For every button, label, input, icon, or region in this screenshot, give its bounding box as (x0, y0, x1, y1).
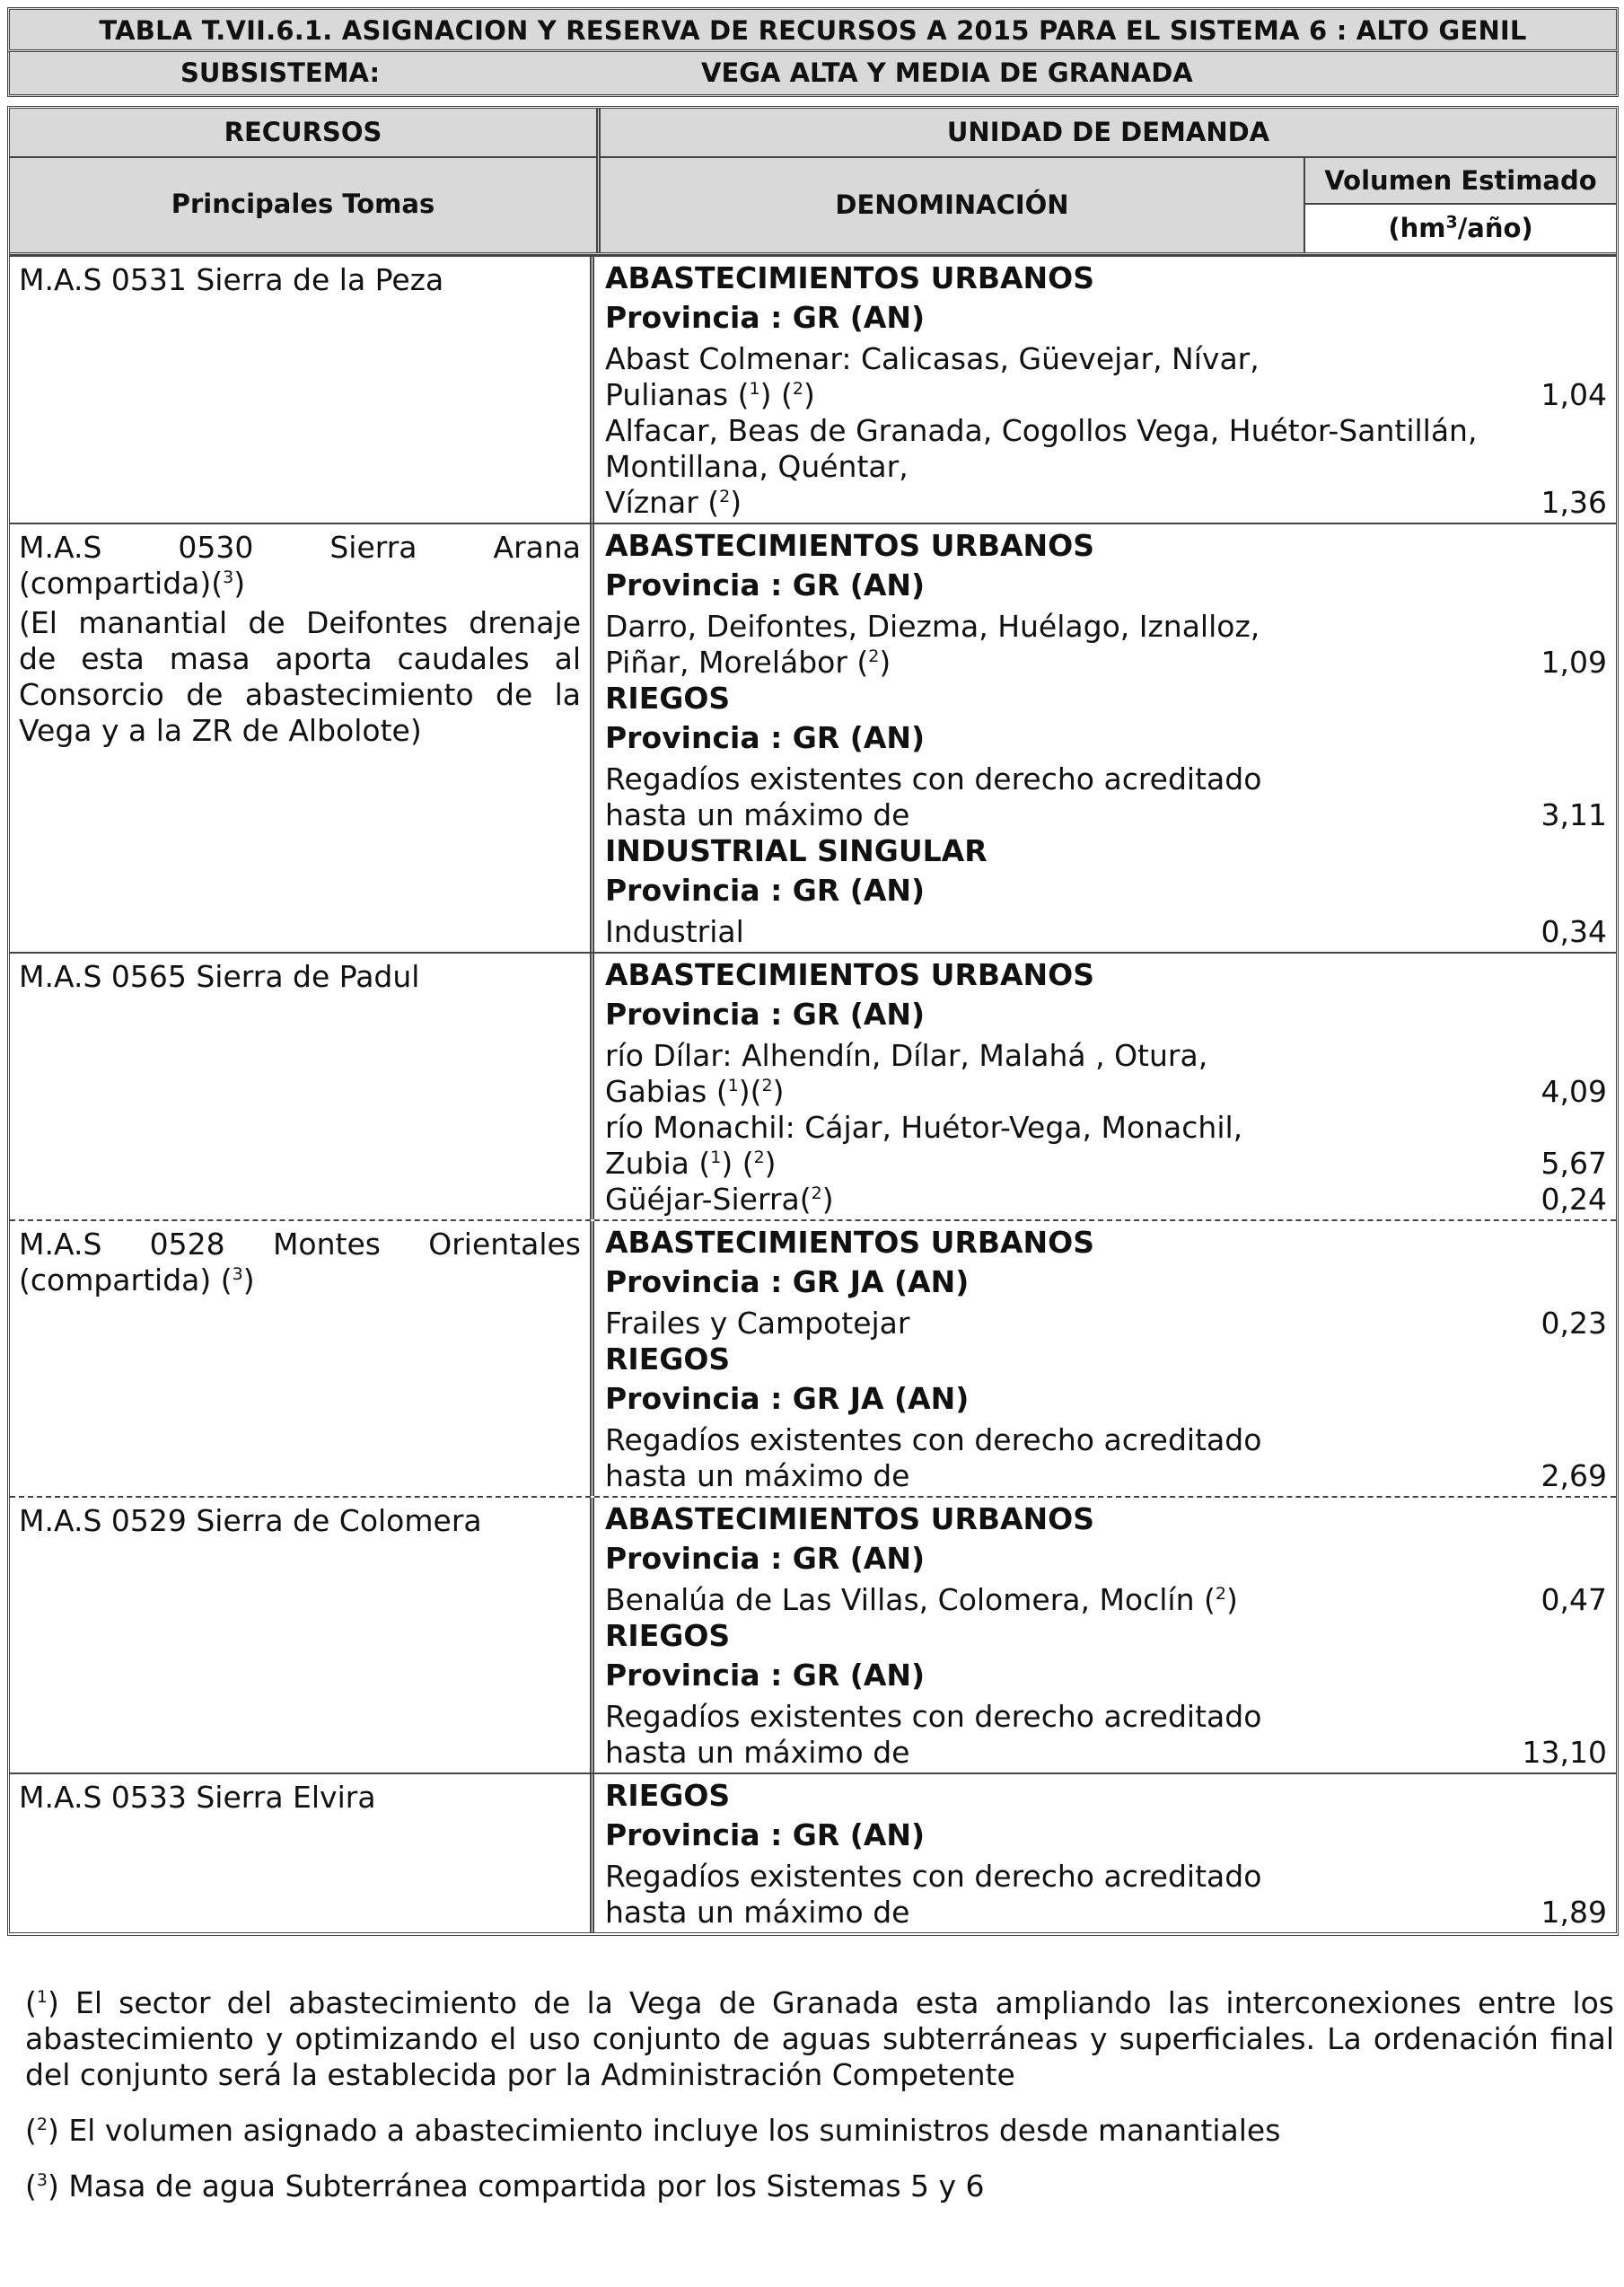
resource-text: M.A.S 0533 Sierra Elvira (19, 1780, 376, 1815)
volume-value: 0,47 (1541, 1582, 1607, 1617)
table-body (10, 255, 1616, 1932)
demand-cell (594, 1774, 1616, 1932)
demand-item-label: hasta un máximo de (605, 1735, 910, 1770)
resource-text: (El manantial de Deifontes drenaje de esta masa aporta caudales al Consorcio de abastecimiento de la Vega y a la ZR de Albolote) (19, 605, 581, 748)
resource-text: M.A.S 0529 Sierra de Colomera (19, 1503, 482, 1538)
subsystem-value: VEGA ALTA Y MEDIA DE GRANADA (701, 57, 1193, 88)
demand-item (605, 797, 1607, 833)
demand-item-label: hasta un máximo de (605, 797, 910, 832)
demand-item (605, 485, 1607, 521)
demand-item-label: Güéjar-Sierra($^2$) (605, 1182, 834, 1217)
province-label: Provincia : GR (AN) (605, 300, 926, 335)
denominacion-header: DENOMINACIÓN (601, 158, 1305, 252)
demand-category: RIEGOS (605, 1341, 731, 1377)
demand-category: ABASTECIMIENTOS URBANOS (605, 528, 1094, 563)
province-label: Provincia : GR (AN) (605, 997, 926, 1032)
demand-item-label: hasta un máximo de (605, 1458, 910, 1493)
volume-value: 1,36 (1541, 485, 1607, 520)
volume-value: 1,89 (1541, 1895, 1607, 1930)
demand-cell (594, 954, 1616, 1219)
demand-description: Darro, Deifontes, Diezma, Huélago, Iznalloz, (605, 609, 1260, 644)
volume-value: 1,09 (1541, 645, 1607, 680)
province-label: Provincia : GR (AN) (605, 1658, 926, 1693)
demand-category: INDUSTRIAL SINGULAR (605, 833, 988, 868)
unidad-demanda-header: UNIDAD DE DEMANDA (601, 109, 1616, 158)
demand-description: Regadíos existentes con derecho acreditado (605, 1699, 1262, 1734)
volume-value: 0,23 (1541, 1306, 1607, 1341)
demand-category: RIEGOS (605, 1618, 731, 1653)
resource-text: M.A.S 0565 Sierra de Padul (19, 959, 420, 994)
demand-description: Regadíos existentes con derecho acreditado (605, 761, 1262, 796)
demand-description: río Monachil: Cájar, Huétor-Vega, Monachil, (605, 1110, 1243, 1145)
province-label: Provincia : GR (AN) (605, 1817, 926, 1852)
province-label: Provincia : GR (AN) (605, 873, 926, 908)
demand-item-label: Industrial (605, 914, 744, 949)
demand-item (605, 1306, 1607, 1341)
demand-item (605, 1458, 1607, 1494)
resource-text: M.A.S 0531 Sierra de la Peza (19, 262, 444, 297)
demand-item-label: Frailes y Campotejar (605, 1306, 910, 1341)
demand-description: río Dílar: Alhendín, Dílar, Malahá , Otura, (605, 1038, 1208, 1073)
demand-item (605, 1895, 1607, 1931)
demand-item-label: Zubia ($^1$) ($^2$) (605, 1146, 777, 1181)
demand-item-label: Gabias ($^1$)($^2$) (605, 1074, 785, 1109)
demand-item (605, 645, 1607, 681)
demand-item (605, 1582, 1607, 1618)
province-label: Provincia : GR JA (AN) (605, 1381, 970, 1416)
demand-cell (594, 257, 1616, 523)
demand-item-label: Víznar ($^2$) (605, 485, 742, 520)
table-row (10, 255, 1616, 523)
demand-item (605, 1182, 1607, 1218)
province-label: Provincia : GR (AN) (605, 720, 926, 755)
table-row (10, 952, 1616, 1219)
volume-value: 0,24 (1541, 1182, 1607, 1217)
resource-cell (10, 257, 594, 523)
volume-value: 1,04 (1541, 377, 1607, 412)
volume-value: 13,10 (1522, 1735, 1607, 1770)
province-label: Provincia : GR (AN) (605, 567, 926, 603)
volume-value: 5,67 (1541, 1146, 1607, 1181)
demand-cell (594, 524, 1616, 952)
resources-header (10, 109, 601, 252)
demand-item (605, 1735, 1607, 1771)
demand-category: ABASTECIMIENTOS URBANOS (605, 957, 1094, 992)
resource-cell (10, 954, 594, 1219)
demand-item-label: Pulianas ($^1$) ($^2$) (605, 377, 815, 412)
demand-description: Abast Colmenar: Calicasas, Güevejar, Nívar, (605, 341, 1260, 376)
demand-item-label: Benalúa de Las Villas, Colomera, Moclín ($^2$) (605, 1582, 1238, 1617)
subsystem-bar (7, 52, 1619, 97)
resource-cell (10, 1774, 594, 1932)
footnote: ($^2$) El volumen asignado a abastecimiento incluye los suministros desde manantiales (25, 2113, 1281, 2148)
subsystem-label: SUBSISTEMA: (180, 57, 381, 88)
demand-description: Regadíos existentes con derecho acreditado (605, 1859, 1262, 1894)
footnote: ($^1$) El sector del abastecimiento de la Vega de Granada esta ampliando las interconexiones entre los abastecimiento y optimizando el uso conjunto de aguas subterráneas y superficiales. La ordenación final del conjunto será la establecida por la Administración Competente (25, 1985, 1614, 2092)
volume-value: 4,09 (1541, 1074, 1607, 1109)
resource-text: M.A.S 0530 Sierra Arana (compartida)($^3$) (19, 530, 581, 601)
demand-category: ABASTECIMIENTOS URBANOS (605, 1501, 1094, 1536)
demand-description: Alfacar, Beas de Granada, Cogollos Vega, Huétor-Santillán, Montillana, Quéntar, (605, 413, 1478, 484)
province-label: Provincia : GR (AN) (605, 1541, 926, 1576)
principales-tomas-header: Principales Tomas (171, 189, 435, 219)
table-title: TABLA T.VII.6.1. ASIGNACION Y RESERVA DE RECURSOS A 2015 PARA EL SISTEMA 6 : ALTO GENIL (7, 7, 1619, 52)
demand-item (605, 914, 1607, 950)
resources-table (7, 106, 1619, 1936)
resource-text: M.A.S 0528 Montes Orientales (compartida) ($^3$) (19, 1227, 581, 1297)
demand-description: Regadíos existentes con derecho acreditado (605, 1422, 1262, 1457)
table-row (10, 1496, 1616, 1772)
resource-cell (10, 1498, 594, 1772)
demand-category: RIEGOS (605, 1778, 731, 1813)
resource-cell (10, 1221, 594, 1496)
table-row (10, 523, 1616, 952)
demand-header (601, 109, 1616, 252)
demand-item (605, 1074, 1607, 1110)
table-row (10, 1219, 1616, 1496)
volume-value: 0,34 (1541, 914, 1607, 949)
footnotes (25, 1985, 1614, 2204)
demand-category: ABASTECIMIENTOS URBANOS (605, 260, 1094, 295)
demand-item (605, 1146, 1607, 1182)
table-sheet (7, 7, 1619, 2203)
footnote: ($^3$) Masa de agua Subterránea compartida por los Sistemas 5 y 6 (25, 2168, 985, 2203)
volumen-header: Volumen Estimado (1305, 158, 1616, 205)
unit-header: $(hm^3/año)$ (1305, 205, 1616, 252)
resource-cell (10, 524, 594, 952)
demand-item-label: Piñar, Morelábor ($^2$) (605, 645, 891, 680)
demand-cell (594, 1221, 1616, 1496)
province-label: Provincia : GR JA (AN) (605, 1264, 970, 1299)
column-header (10, 109, 1616, 255)
volume-value: 2,69 (1541, 1458, 1607, 1493)
demand-category: ABASTECIMIENTOS URBANOS (605, 1225, 1094, 1260)
table-row (10, 1772, 1616, 1932)
volume-value: 3,11 (1541, 797, 1607, 832)
demand-item-label: hasta un máximo de (605, 1895, 910, 1930)
demand-cell (594, 1498, 1616, 1772)
recursos-header: RECURSOS (10, 109, 596, 158)
demand-item (605, 377, 1607, 413)
demand-category: RIEGOS (605, 681, 731, 716)
